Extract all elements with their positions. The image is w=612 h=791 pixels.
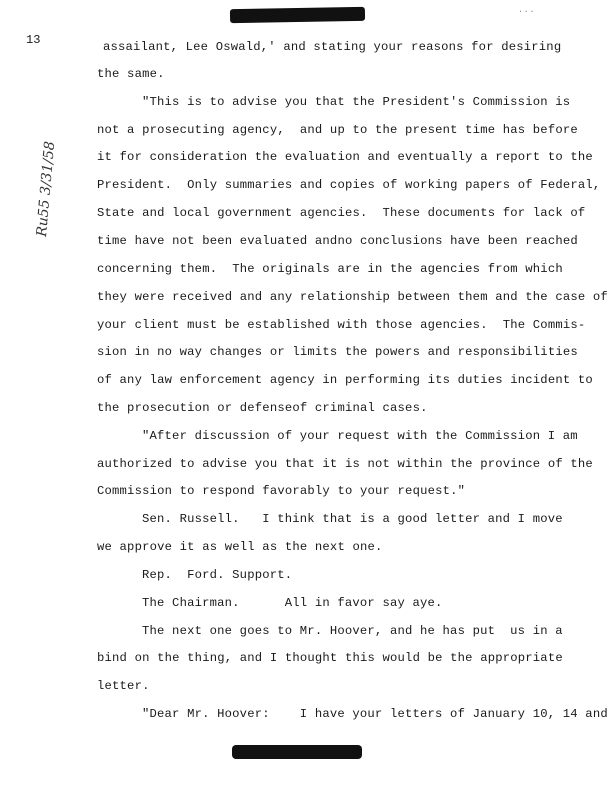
text-line: Rep. Ford. Support. <box>142 568 293 582</box>
text-line: not a prosecuting agency, and up to the present time has before <box>97 123 578 137</box>
text-line: letter. <box>97 679 150 693</box>
text-line: the same. <box>97 67 165 81</box>
text-line: The Chairman. All in favor say aye. <box>142 596 443 610</box>
redaction-bar-top <box>230 7 365 23</box>
top-right-mark: ... <box>518 6 536 15</box>
text-line: assailant, Lee Oswald,' and stating your reasons for desiring <box>103 40 562 54</box>
text-line: "After discussion of your request with the Commission I am <box>142 429 578 443</box>
text-line: "Dear Mr. Hoover: I have your letters of January 10, 14 and <box>142 707 608 721</box>
text-line: bind on the thing, and I thought this would be the appropriate <box>97 651 563 665</box>
text-line: "This is to advise you that the President's Commission is <box>142 95 571 109</box>
text-line: concerning them. The originals are in the agencies from which <box>97 262 563 276</box>
text-line: we approve it as well as the next one. <box>97 540 383 554</box>
text-line: The next one goes to Mr. Hoover, and he has put us in a <box>142 624 563 638</box>
text-line: of any law enforcement agency in performing its duties incident to <box>97 373 593 387</box>
page-number: 13 <box>26 33 41 47</box>
text-line: sion in no way changes or limits the powers and responsibilities <box>97 345 578 359</box>
text-line: President. Only summaries and copies of working papers of Federal, <box>97 178 601 192</box>
redaction-bar-bottom <box>232 745 362 759</box>
text-line: time have not been evaluated andno conclusions have been reached <box>97 234 578 248</box>
text-line: State and local government agencies. These documents for lack of <box>97 206 586 220</box>
text-line: it for consideration the evaluation and eventually a report to the <box>97 150 593 164</box>
text-line: Commission to respond favorably to your request." <box>97 484 466 498</box>
handwritten-margin-note: Ru55 3/31/58 <box>34 140 59 238</box>
text-line: they were received and any relationship between them and the case of <box>97 290 608 304</box>
text-line: Sen. Russell. I think that is a good letter and I move <box>142 512 563 526</box>
text-line: the prosecution or defenseof criminal cases. <box>97 401 428 415</box>
text-line: your client must be established with those agencies. The Commis- <box>97 318 586 332</box>
text-line: authorized to advise you that it is not within the province of the <box>97 457 593 471</box>
